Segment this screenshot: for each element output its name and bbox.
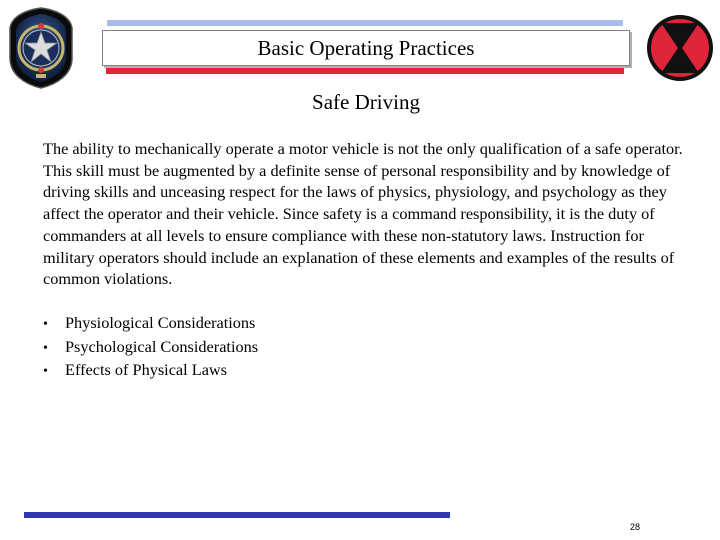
footer-bar bbox=[24, 512, 450, 518]
title-top-bar bbox=[107, 20, 623, 26]
bullet-dot-icon: • bbox=[43, 364, 48, 380]
list-item bbox=[43, 312, 258, 336]
bullet-text: Psychological Considerations bbox=[65, 336, 259, 356]
bullet-text: Physiological Considerations bbox=[65, 313, 256, 332]
hourglass-division-patch-icon bbox=[646, 12, 714, 84]
bullet-dot-icon: • bbox=[43, 317, 48, 332]
slide-title-box bbox=[102, 30, 630, 66]
title-bottom-bar bbox=[106, 68, 624, 74]
body-paragraph: The ability to mechanically operate a motor vehicle is not the only qualification of a safe operator. This skill must be augmented by a definite sense of personal responsibility and by knowledge of driving skills and unceasing respect for the laws of physics, physiology, and psychology as they affect the operator and their vehicle. Since safety is a command responsibility, it is the duty of commanders at all levels to ensure compliance with these non-statutory laws. Instruction for military operators should include an explanation of these elements and examples of the results of common violations. bbox=[43, 139, 683, 289]
page-number: 28 bbox=[630, 522, 641, 532]
list-item bbox=[43, 336, 258, 360]
bullet-text: Effects of Physical Laws bbox=[65, 360, 228, 380]
army-unit-shield-icon bbox=[6, 6, 76, 90]
list-item bbox=[43, 359, 258, 383]
slide-title: Basic Operating Practices bbox=[257, 35, 475, 60]
slide-subtitle: Safe Driving bbox=[312, 90, 420, 114]
bullet-dot-icon: • bbox=[43, 340, 48, 356]
bullet-list bbox=[43, 312, 258, 383]
